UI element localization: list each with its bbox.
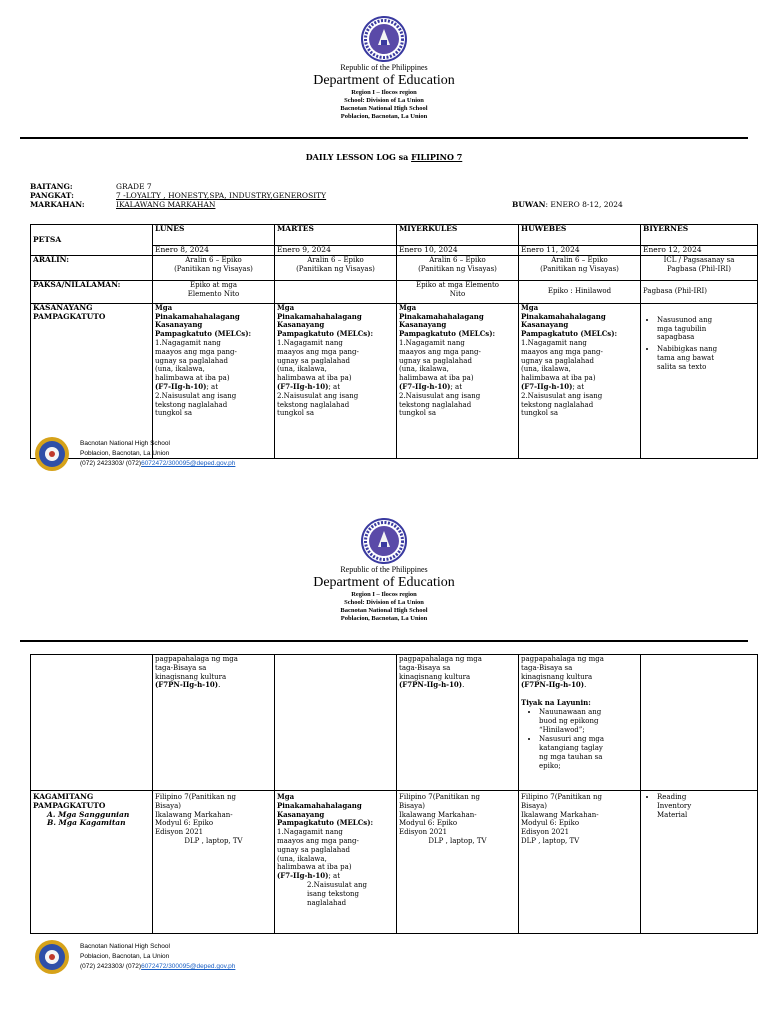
address-label: Poblacion, Bacnotan, La Union — [340, 615, 428, 622]
fri-kasanayan-cell — [641, 303, 758, 458]
region-label: Region I – Ilocos region — [351, 89, 417, 96]
division-label: School: Division of La Union — [344, 599, 424, 606]
school-logo-icon — [34, 436, 70, 472]
footer-email-link[interactable]: 6072472/300095@deped.gov.ph — [141, 460, 236, 467]
day-header: HUWEBES — [519, 225, 641, 246]
continued-cell — [641, 655, 758, 791]
footer-phone: (072) 2423303/ (072) — [80, 963, 142, 970]
date-cell: Enero 9, 2024 — [275, 246, 397, 256]
department-title: Department of Education — [313, 73, 455, 88]
aralin-cell: Aralin 6 – Epiko (Panitikan ng Visayas) — [275, 255, 397, 280]
continued-cell: pagpapahalaga ng mga taga-Bisaya sa kinagisnang kultura (F7PN-IIg-h-10). — [397, 655, 519, 791]
melc-cell: Mga Pinakamahahalagang Kasanayang Pampagkatuto (MELCs): 1.Nagagamit nang maayos ang mga pang- ugnay sa paglalahad (una, ikalawa, halimbawa at iba pa) (F7-IIg-h-10); at 2.Naisusulat ang isang tekstong naglalahad tungkol sa — [153, 303, 275, 458]
footer-phone: (072) 2423303/ (072) — [80, 460, 142, 467]
kagamitan-cell — [641, 791, 758, 934]
aralin-cell: Aralin 6 – Epiko (Panitikan ng Visayas) — [397, 255, 519, 280]
tiyak-heading: Tiyak na Layunin: — [521, 698, 591, 708]
melc-cell: Mga Pinakamahahalagang Kasanayang Pampagkatuto (MELCs): 1.Nagagamit nang maayos ang mga pang- ugnay sa paglalahad (una, ikalawa, halimbawa at iba pa) (F7-IIg-h-10); at 2.Naisusulat ang isang tekstong naglalahad tungkol sa — [519, 303, 641, 458]
day-header: LUNES — [153, 225, 275, 246]
paksa-cell: Epiko at mga Elemento Nito — [153, 280, 275, 303]
kagamitan-cell: Mga Pinakamahahalagang Kasanayang Pampagkatuto (MELCs): 1.Nagagamit nang maayos ang mga pang- ugnay sa paglalahad (una, ikalawa, halimbawa at iba pa) (F7-IIg-h-10); at 2.Naisusulat ang isang tekstong naglalahad — [275, 791, 397, 934]
division-label: School: Division of La Union — [344, 97, 424, 104]
paksa-cell: Pagbasa (Phil-IRI) — [641, 280, 758, 303]
kasanayan-label: KASANAYANG PAMPAGKATUTO — [31, 303, 153, 458]
day-header: BIYERNES — [641, 225, 758, 246]
date-cell: Enero 10, 2024 — [397, 246, 519, 256]
paksa-label: PAKSA/NILALAMAN: — [31, 280, 153, 303]
subject-name: FILIPINO 7 — [411, 152, 463, 162]
log-title: DAILY LESSON LOG sa FILIPINO 7 — [305, 152, 463, 162]
petsa-header: PETSA — [31, 225, 153, 256]
buwan-meta: BUWAN: ENERO 8-12, 2024 — [512, 200, 623, 209]
republic-label: Republic of the Philippines — [340, 565, 428, 574]
aralin-cell: Aralin 6 – Epiko (Panitikan ng Visayas) — [153, 255, 275, 280]
kagamitan-label: KAGAMITANG PAMPAGKATUTO A. Mga Sanggunian B. Mga Kagamitan — [31, 791, 153, 934]
department-title: Department of Education — [313, 575, 455, 590]
footer-email-link[interactable]: 6072472/300095@deped.gov.ph — [141, 963, 236, 970]
kagamitan-cell: Filipino 7(Panitikan ng Bisaya) Ikalawang Markahan- Modyul 6: Epiko Edisyon 2021 DLP , laptop, TV — [397, 791, 519, 934]
lesson-table-page2 — [30, 654, 758, 934]
continued-label-cell — [31, 655, 153, 791]
lesson-table-page1 — [30, 224, 758, 459]
header-divider — [20, 640, 748, 642]
day-header: MIYERKULES — [397, 225, 519, 246]
kagamitan-cell: Filipino 7(Panitikan ng Bisaya) Ikalawang Markahan- Modyul 6: Epiko Edisyon 2021 DLP , laptop, TV — [153, 791, 275, 934]
day-header: MARTES — [275, 225, 397, 246]
republic-label: Republic of the Philippines — [340, 63, 428, 72]
date-cell: Enero 8, 2024 — [153, 246, 275, 256]
aralin-cell: ICL / Pagsasanay sa Pagbasa (Phil-IRI) — [641, 255, 758, 280]
date-cell: Enero 11, 2024 — [519, 246, 641, 256]
melc-cell: Mga Pinakamahahalagang Kasanayang Pampagkatuto (MELCs): 1.Nagagamit nang maayos ang mga pang- ugnay sa paglalahad (una, ikalawa, halimbawa at iba pa) (F7-IIg-h-10); at 2.Naisusulat ang isang tekstong naglalahad tungkol sa — [397, 303, 519, 458]
bullet-item: • Nasusunod ang mga tagubilin sapagbasa — [657, 316, 755, 342]
bullet-item: • Reading Inventory Material — [657, 793, 755, 819]
footer-address: Poblacion, Bacnotan, La Union — [80, 953, 170, 960]
school-label: Bacnotan National High School — [340, 607, 428, 614]
bullet-item: • Nabibigkas nang tama ang bawat salita sa texto — [657, 345, 755, 371]
region-label: Region I – Ilocos region — [351, 591, 417, 598]
footer-school: Bacnotan National High School — [80, 440, 170, 447]
footer-address: Poblacion, Bacnotan, La Union — [80, 450, 170, 457]
deped-seal-icon — [361, 518, 407, 564]
log-meta: BAITANG: GRADE 7 PANGKAT: 7 -LOYALTY , HONESTY,SPA, INDUSTRY,GENEROSITY MARKAHAN: IKALAWANG MARKAHAN — [30, 182, 327, 209]
continued-cell: pagpapahalaga ng mga taga-Bisaya sa kinagisnang kultura (F7PN-IIg-h-10). Tiyak na Layunin: • Nauunawaan ang buod ng epikong “Hinilawod”; • Nasusuri ang mga katangiang taglay ng mga tauhan sa epiko; — [519, 655, 641, 791]
school-logo-icon — [34, 939, 70, 975]
paksa-cell: Epiko at mga Elemento Nito — [397, 280, 519, 303]
aralin-label: ARALIN: — [31, 255, 153, 280]
kagamitan-cell: Filipino 7(Panitikan ng Bisaya) Ikalawang Markahan- Modyul 6: Epiko Edisyon 2021 DLP , laptop, TV — [519, 791, 641, 934]
continued-cell — [275, 655, 397, 791]
address-label: Poblacion, Bacnotan, La Union — [340, 113, 428, 120]
continued-cell: pagpapahalaga ng mga taga-Bisaya sa kinagisnang kultura (F7PN-IIg-h-10). — [153, 655, 275, 791]
aralin-cell: Aralin 6 – Epiko (Panitikan ng Visayas) — [519, 255, 641, 280]
paksa-cell — [275, 280, 397, 303]
bullet-item: • Nasusuri ang mga katangiang taglay ng mga tauhan sa epiko; — [539, 735, 638, 770]
header-divider — [20, 137, 748, 139]
melc-cell: Mga Pinakamahahalagang Kasanayang Pampagkatuto (MELCs): 1.Nagagamit nang maayos ang mga pang- ugnay sa paglalahad (una, ikalawa, halimbawa at iba pa) (F7-IIg-h-10); at 2.Naisusulat ang isang tekstong naglalahad tungkol sa — [275, 303, 397, 458]
bullet-item: • Nauunawaan ang buod ng epikong “Hinilawod”; — [539, 708, 638, 734]
school-label: Bacnotan National High School — [340, 105, 428, 112]
deped-seal-icon — [361, 16, 407, 62]
paksa-cell: Epiko : Hinilawod — [519, 280, 641, 303]
date-cell: Enero 12, 2024 — [641, 246, 758, 256]
footer-school: Bacnotan National High School — [80, 943, 170, 950]
